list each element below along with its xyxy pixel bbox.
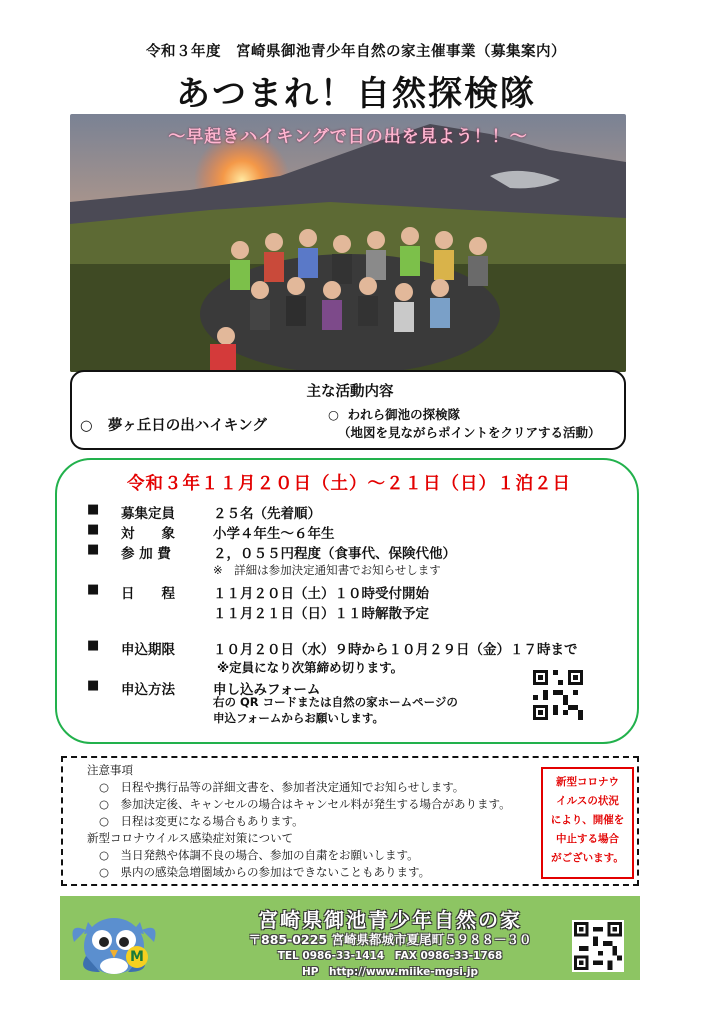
note-item: ○ 日程は変更になる場合もあります。 (99, 814, 304, 828)
covid-item: ○ 県内の感染急増圏域からの参加はできないこともあります。 (99, 865, 431, 879)
row-label-target: 対 象 (121, 526, 175, 542)
circle-mark: ○ (80, 418, 93, 434)
row-label-capacity: 募集定員 (121, 506, 175, 522)
note-item: ○ 参加決定後、キャンセルの場合はキャンセル料が発生する場合があります。 (99, 797, 511, 811)
row-label-apply: 申込方法 (121, 682, 175, 698)
circle-mark: ○ (99, 780, 110, 794)
activities-heading: 主な活動内容 (306, 384, 394, 400)
square-bullet: ■ (87, 502, 100, 517)
circle-mark: ○ (99, 814, 110, 828)
circle-mark: ○ (99, 797, 110, 811)
covid-heading: 新型コロナウイルス感染症対策について (87, 831, 294, 845)
square-bullet: ■ (87, 522, 100, 537)
hero-photo (70, 114, 626, 372)
note-item: ○ 日程や携行品等の詳細文書を、参加者決定通知でお知らせします。 (99, 780, 465, 794)
circle-mark: ○ (328, 407, 339, 422)
org-address: 〒885-0225 宮崎県都城市夏尾町５９８８－３０ (248, 932, 532, 947)
square-bullet: ■ (87, 678, 100, 693)
event-info-box (55, 458, 639, 744)
footer-contact (60, 896, 640, 980)
notes-heading: 注意事項 (87, 763, 133, 777)
tagline: ～早起きハイキングで日の出を見よう！！～ (168, 127, 528, 147)
row-label-schedule: 日 程 (121, 586, 175, 602)
row-value-target: 小学４年生～６年生 (213, 526, 335, 542)
activity-hiking (80, 414, 267, 435)
fee-note: ※ 詳細は参加決定通知書でお知らせします (213, 563, 441, 577)
activity-hiking-label: 夢ヶ丘日の出ハイキング (107, 418, 267, 434)
apply-note-2: 申込フォームからお願いします。 (213, 711, 385, 725)
row-label-deadline: 申込期限 (121, 642, 175, 658)
homepage-qr-code[interactable] (572, 920, 624, 972)
activities-box (70, 370, 626, 450)
row-value-capacity: ２５名（先着順） (213, 506, 321, 522)
mascot-badge: M (126, 946, 148, 968)
covid-item: ○ 当日発熱や体調不良の場合、参加の自粛をお願いします。 (99, 848, 419, 862)
square-bullet: ■ (87, 638, 100, 653)
apply-note-1: 右の QR コードまたは自然の家ホームページの (213, 695, 458, 709)
row-value-apply: 申し込みフォーム (213, 682, 321, 698)
sunrise-group-photo (70, 114, 626, 372)
row-value-deadline: １０月２０日（水）９時から１０月２９日（金）１７時まで (213, 642, 578, 658)
activity-exploration (328, 406, 601, 442)
org-name: 宮崎県御池青少年自然の家 (258, 908, 522, 932)
event-date: 令和３年１１月２０日（土）～２１日（日）１泊２日 (127, 474, 571, 494)
square-bullet: ■ (87, 542, 100, 557)
deadline-note: ※定員になり次第締め切ります。 (217, 660, 404, 675)
circle-mark: ○ (99, 848, 110, 862)
activity-exploration-label: われら御池の探検隊 (347, 407, 461, 422)
application-qr-code[interactable] (533, 670, 583, 720)
covid-cancellation-notice: 新型コロナウ イルスの状況 により、開催を 中止する場合 がございます。 (541, 767, 634, 879)
row-value-schedule: １１月２０日（土）１０時受付開始 (213, 586, 429, 602)
square-bullet: ■ (87, 582, 100, 597)
org-homepage-link[interactable]: HP http://www.miike-mgsi.jp (301, 966, 479, 978)
event-subtitle: 令和３年度 宮崎県御池青少年自然の家主催事業（募集案内） (146, 44, 566, 60)
row-label-fee: 参 加 費 (121, 546, 171, 562)
org-phone-fax: TEL 0986-33-1414 FAX 0986-33-1768 (277, 950, 503, 962)
owl-mascot-icon (66, 902, 162, 976)
activity-exploration-note: （地図を見ながらポイントをクリアする活動） (338, 425, 601, 440)
schedule-line2: １１月２１日（日）１１時解散予定 (213, 606, 429, 622)
page-title: あつまれ！自然探検隊 (176, 74, 536, 114)
row-value-fee: ２，０５５円程度（食事代、保険代他） (213, 546, 456, 562)
circle-mark: ○ (99, 865, 110, 879)
